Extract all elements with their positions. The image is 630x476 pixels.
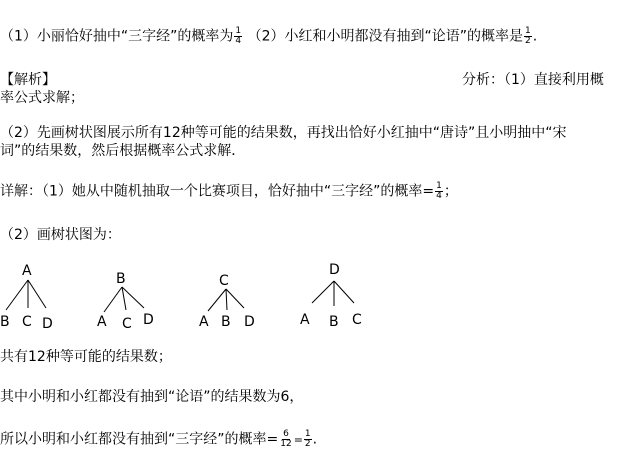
tree-D [300, 262, 362, 330]
analysis-line-3: （2）先画树状图展示所有12种等可能的结果数，再找出恰好小红抽中“唐诗”且小明抽中“宋 [0, 125, 567, 141]
tree-root: C [219, 273, 229, 289]
tree-leaf: C [122, 316, 132, 332]
favorable-count: 其中小明和小红都没有抽到“论语”的结果数为6， [0, 389, 304, 405]
tree-leaf: C [352, 312, 362, 328]
tree-leaf: D [244, 314, 255, 330]
tree-leaf: B [0, 314, 10, 330]
tree-leaf: A [300, 312, 310, 328]
final-fraction-1: $\frac{6}{12}$ [280, 429, 292, 449]
analysis-line-1: 分析：（1）直接利用概 [462, 72, 604, 88]
tree-intro: （2）画树状图为： [0, 227, 121, 243]
tree-leaf: C [22, 314, 32, 330]
final-fraction-2: $\frac{1}{2}$ [304, 429, 311, 449]
tree-root: D [329, 262, 340, 278]
tree-leaf: D [42, 316, 53, 332]
answer-1-text: （1）小丽恰好抽中“三字经”的概率为 [0, 28, 234, 45]
tree-leaf: A [199, 314, 209, 330]
answer-1-fraction: $\frac{1}{4}$ [235, 26, 242, 46]
total-outcomes: 共有12种等可能的结果数； [0, 349, 172, 365]
tree-root: A [22, 263, 32, 279]
final-answer: 所以小明和小红都没有抽到“三字经”的概率= $\frac{6}{12}$ = $\frac{1}{2}$ . [0, 429, 318, 449]
detail-line-1: 详解：（1）她从中随机抽取一个比赛项目，恰好抽中“三字经”的概率= $\frac{1}{4}$ ； [0, 181, 458, 201]
tree-A [0, 263, 53, 332]
answer-2-fraction: $\frac{1}{2}$ [525, 26, 531, 46]
tree-root: B [116, 271, 126, 287]
answer-2-text: （2）小红和小明都没有抽到“论语”的概率是 [247, 28, 524, 45]
tree-leaf: A [97, 314, 107, 330]
tree-leaf: B [329, 314, 339, 330]
tree-diagram [0, 256, 400, 336]
answer-line-1: （1）小丽恰好抽中“三字经”的概率为 $\frac{1}{4}$ （2）小红和小明都没有抽到“论语”的概率是 $\frac{1}{2}$ . [0, 26, 538, 46]
tree-B [97, 271, 154, 332]
analysis-line-4: 词”的结果数，然后根据概率公式求解． [0, 143, 246, 159]
tree-leaf: D [143, 312, 154, 328]
jiexi-label: 【解析】 [0, 72, 56, 88]
analysis-line-2: 率公式求解； [0, 90, 84, 106]
detail-fraction: $\frac{1}{4}$ [436, 181, 442, 201]
tree-C [199, 273, 255, 330]
tree-leaf: B [221, 314, 231, 330]
